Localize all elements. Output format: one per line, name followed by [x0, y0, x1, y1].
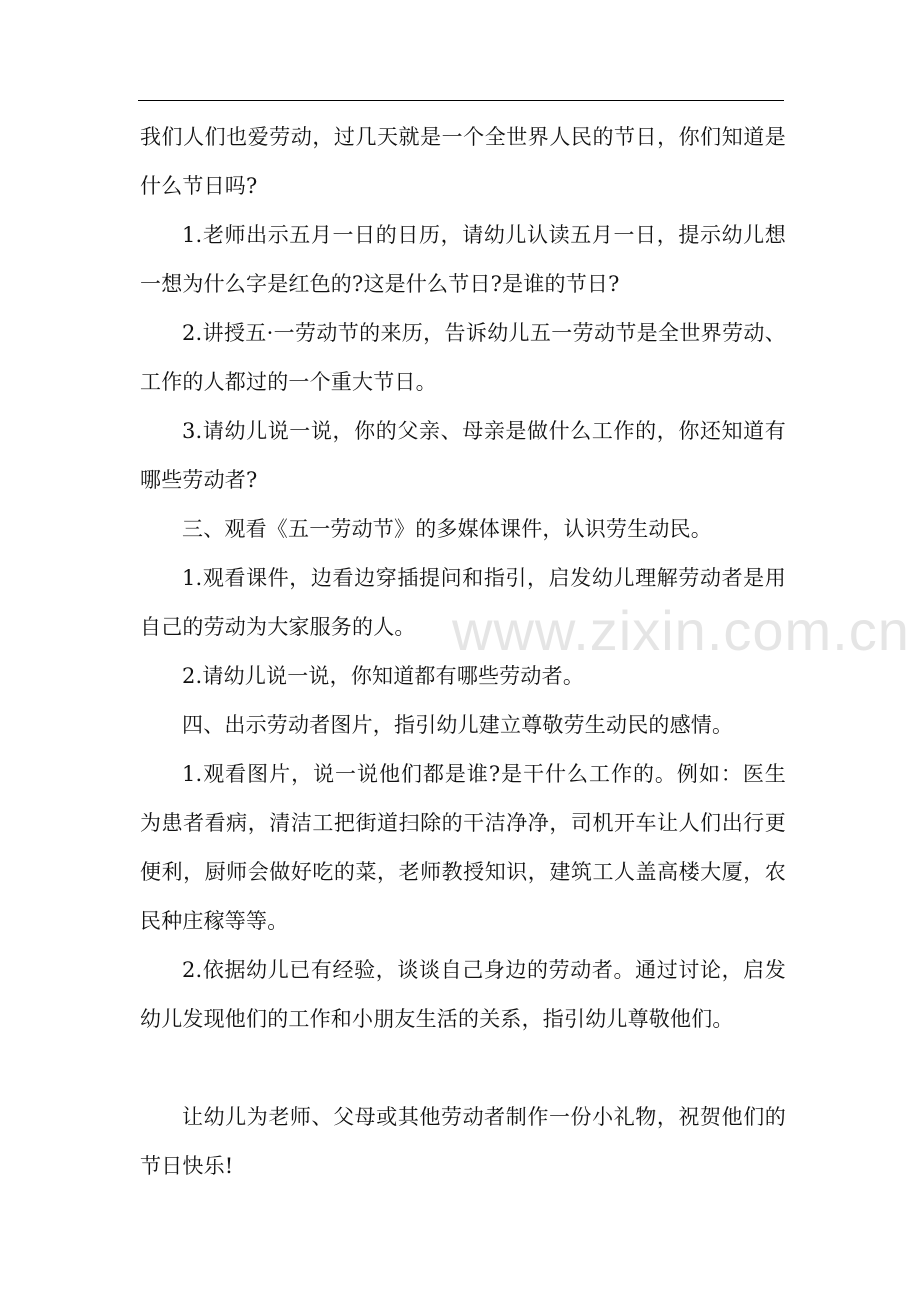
section-heading-four: 四、出示劳动者图片，指引幼儿建立尊敬劳生动民的感情。	[182, 713, 734, 737]
watermark: www.zixin.com.cn	[452, 599, 910, 662]
paragraph-spacer	[140, 1044, 786, 1093]
paragraph-gift: 让幼儿为老师、父母或其他劳动者制作一份小礼物，祝贺他们的节日快乐!	[140, 1105, 786, 1178]
paragraph-discuss-workers: 2.请幼儿说一说，你知道都有哪些劳动者。	[182, 664, 585, 688]
paragraph-calendar: 1.老师出示五月一日的日历，请幼儿认读五月一日，提示幼儿想一想为什么字是红色的?这是什么节日?是谁的节日?	[140, 223, 786, 296]
paragraph-pictures: 1.观看图片，说一说他们都是谁?是干什么工作的。例如：医生为患者看病，清洁工把街道扫除的干洁净净，司机开车让人们出行更便利，厨师会做好吃的菜，老师教授知识，建筑工人盖高楼大厦，农民种庄稼等等。	[140, 762, 786, 933]
paragraph-history: 2.讲授五·一劳动节的来历，告诉幼儿五一劳动节是全世界劳动、工作的人都过的一个重大节日。	[140, 321, 786, 394]
paragraph-experience: 2.依据幼儿已有经验，谈谈自己身边的劳动者。通过讨论，启发幼儿发现他们的工作和小朋友生活的关系，指引幼儿尊敬他们。	[140, 958, 786, 1031]
paragraph-courseware: 1.观看课件，边看边穿插提问和指引，启发幼儿理解劳动者是用自己的劳动为大家服务的人。	[140, 566, 786, 639]
header-rule	[138, 100, 784, 101]
paragraph-parents: 3.请幼儿说一说，你的父亲、母亲是做什么工作的，你还知道有哪些劳动者?	[140, 419, 786, 492]
section-heading-three: 三、观看《五一劳动节》的多媒体课件，认识劳生动民。	[182, 517, 712, 541]
paragraph-intro: 我们人们也爱劳动，过几天就是一个全世界人民的节日，你们知道是什么节日吗?	[140, 125, 786, 198]
